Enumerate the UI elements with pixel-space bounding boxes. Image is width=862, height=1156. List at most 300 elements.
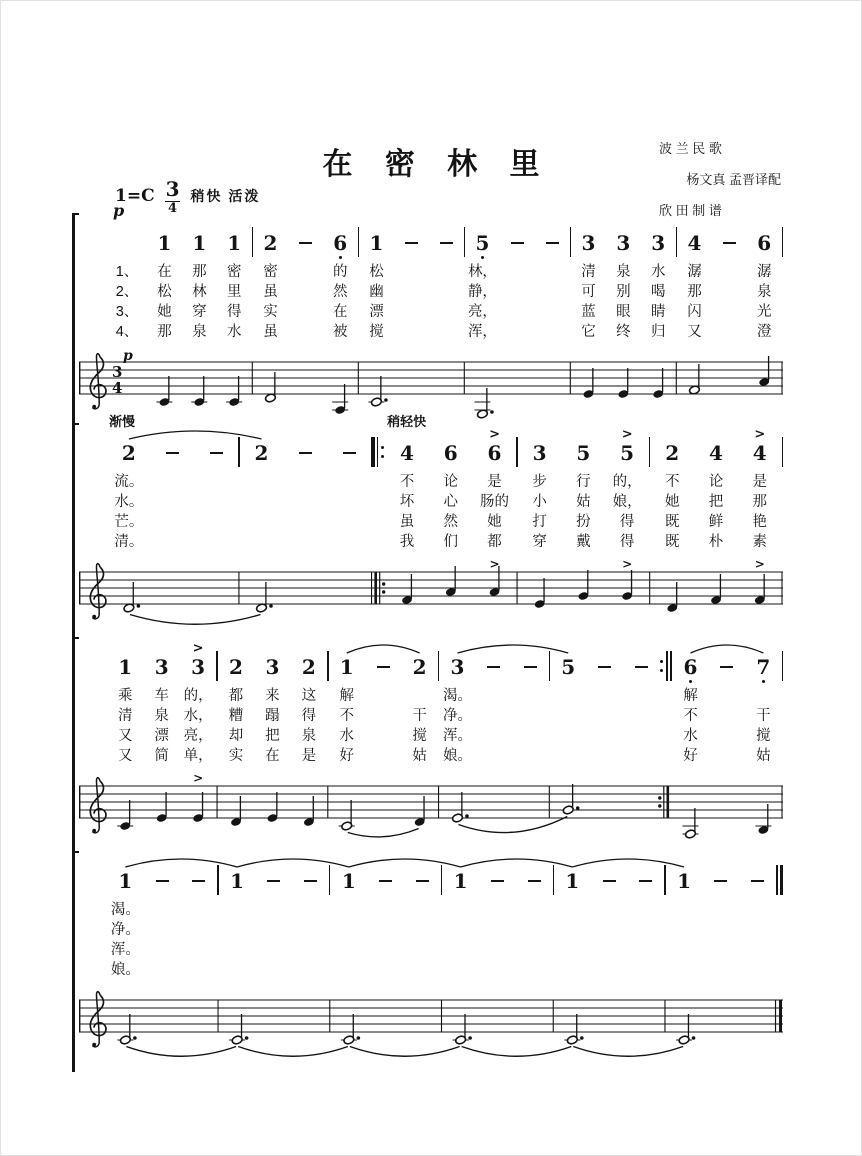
lyric-syllable: 可 [581,284,596,300]
measure [219,857,329,980]
note-column [401,643,437,766]
note-column [606,219,641,342]
measure [329,643,438,766]
jianpu-number: 2 [301,655,316,679]
music-system-4 [79,839,783,1078]
octave-dot [762,679,765,686]
accent-mark: > [621,427,633,442]
lyric-syllable: 论 [443,474,459,490]
jianpu-dash-column [288,219,323,342]
lyric-syllable: 那 [157,324,172,340]
note-column [605,429,649,552]
lyric-syllable: 泉 [616,264,631,280]
jianpu-number: 6 [683,655,698,679]
credit-translators-text: 杨文真 孟晋译配 [686,172,781,187]
measure [650,429,781,552]
lyric-syllable: 然 [443,514,459,530]
staff-wrap [79,986,783,1078]
jianpu-dash [156,869,169,893]
lyric-syllable: 林 [192,284,207,300]
jianpu-dash [440,231,453,255]
jianpu-number: 4 [709,441,723,465]
lyric-syllable: 干 [756,708,771,724]
lyric-syllable: 穿 [192,304,207,320]
note-column [694,429,738,552]
lyric-syllable: 虽 [263,324,278,340]
jianpu-dash [377,655,390,679]
jianpu-dash-column [500,219,535,342]
lyric-syllable: 潺 [687,264,702,280]
lyric-syllable: 得 [619,514,635,530]
jianpu-dash [524,655,537,679]
page-title: 在 密 林 里 [322,148,552,182]
lyric-syllable: 喝 [650,284,666,300]
lyric-syllable: 既 [665,514,680,530]
note-column [291,643,327,766]
jianpu-number: 2 [263,231,278,255]
lyric-syllable: 在 [332,304,348,320]
lyric-syllable: 是 [752,474,768,490]
jianpu-number: 6 [757,231,772,255]
jianpu-dash-column [292,857,329,980]
jianpu-number: 1 [192,231,207,255]
lyric-syllable: 松 [157,284,172,300]
system-bracket [72,215,79,434]
lyric-syllable: 不 [683,708,698,724]
lyric-syllable: 坏 [399,494,415,510]
note-column [429,429,473,552]
lyric-syllable: 归 [650,324,666,340]
lyric-syllable: 娘。 [442,748,472,764]
lyric-syllable: 净。 [110,922,140,938]
lyric-syllable: 水 [650,264,666,280]
credit-translators [659,164,781,195]
jianpu-number: 3 [616,231,631,255]
lyric-syllable: 虽 [263,284,278,300]
lyric-syllable: 行 [576,474,591,490]
jianpu-dash-column [365,643,401,766]
jianpu-dash [210,441,223,465]
lyric-syllable: 扮 [576,514,591,530]
meter-numerator: 3 [165,177,180,201]
note-column [442,857,479,980]
jianpu-dash [751,869,764,893]
note-column [219,857,256,980]
lyric-syllable: 又 [687,324,702,340]
jianpu-number: 1 [453,869,468,893]
jianpu-dash [299,441,312,465]
svg-text:>: > [754,558,765,571]
lyric-syllable: 澄 [756,324,772,340]
music-system-1 [79,201,783,440]
jianpu-number: 3 [581,231,596,255]
lyric-syllable: 清 [581,264,596,280]
jianpu-number: 3 [532,441,547,465]
note-column [147,219,182,342]
lyric-syllable: 打 [532,514,547,530]
jianpu-dash-column [367,857,404,980]
octave-dot [689,679,692,686]
jianpu-number: 2 [229,655,243,679]
note-column [738,429,782,552]
note-column [182,219,217,342]
jianpu-number: 7 [756,655,771,679]
note-column [359,219,394,342]
lyric-syllable: 幽 [369,284,384,300]
jianpu-line [79,643,783,766]
svg-text:4: 4 [112,379,123,397]
note-column [650,429,694,552]
lyric-syllable: 既 [665,534,680,550]
lyric-syllable: 净。 [442,708,472,724]
lyric-syllable: 穿 [532,534,547,550]
lyric-syllable: 把 [265,728,280,744]
jianpu-dash-column [327,429,371,552]
measure [253,219,358,342]
lyric-syllable: 们 [443,534,459,550]
note-column [550,643,586,766]
note-column [439,643,475,766]
jianpu-number: 2 [121,441,136,465]
lyric-syllable: 终 [616,324,631,340]
jianpu-dash-column [283,429,327,552]
jianpu-dash [546,231,559,255]
lyric-syllable: 那 [752,494,768,510]
note-column [672,643,708,766]
lyric-syllable: 搅 [756,728,771,744]
lyric-syllable: 在 [265,748,280,764]
jianpu-number: 3 [651,231,666,255]
lyric-syllable: 渴。 [442,688,472,704]
jianpu-dash-column [516,857,553,980]
lyric-syllable: 闪 [687,304,702,320]
lyric-syllable: 姑 [412,748,427,764]
lyric-syllable: 眼 [616,304,631,320]
jianpu-dash [166,441,179,465]
svg-text:>: > [489,558,500,571]
jianpu-number: 6 [333,231,348,255]
jianpu-dash-column [394,219,429,342]
note-column [518,429,562,552]
jianpu-dash-column [479,857,516,980]
lyric-syllable: 里 [226,284,242,300]
credit-source [659,133,781,164]
lyric-syllable: 好 [683,748,698,764]
lyric-syllable: 那 [192,264,207,280]
measure [107,857,217,980]
jianpu-dash-column [404,857,441,980]
lyric-syllable: 亮， [467,304,497,320]
measure [107,643,216,766]
lyric-syllable: 心 [443,494,459,510]
jianpu-line [79,219,783,342]
jianpu-number: 6 [487,441,502,465]
lyric-syllable: 不 [665,474,680,490]
note-column [641,219,676,342]
jianpu-dash-column [591,857,628,980]
jianpu-dash [416,869,429,893]
jianpu-dash [343,441,356,465]
lyric-syllable: 蓝 [581,304,596,320]
lyric-syllable: 浑。 [442,728,472,744]
lyric-syllable: 漂 [369,304,384,320]
jianpu-number: 2 [665,441,680,465]
lyric-syllable: 的， [183,688,213,704]
tempo-mark: 渐慢 [109,414,136,429]
svg-text:3: 3 [112,363,123,381]
lyric-syllable: 是 [301,748,317,764]
repeat-end-sign [659,651,672,681]
lyric-syllable: 睛 [650,304,666,320]
lyric-syllable: 是 [487,474,502,490]
jianpu-dash [714,869,727,893]
jianpu-dash-column [429,219,464,342]
note-column [107,857,144,980]
lyric-syllable: 步 [532,474,547,490]
key-signature: 1=C [115,186,155,206]
meter-denominator: 4 [165,201,180,215]
jianpu-number: 2 [254,441,269,465]
jianpu-dash [603,869,616,893]
accent-mark: > [489,427,500,442]
tempo-marks-row [79,411,783,429]
note-column [677,219,712,342]
lyric-syllable: 搅 [412,728,427,744]
lyric-syllable: 糟 [228,708,244,724]
lyric-syllable: 来 [265,688,280,704]
lyric-syllable: 被 [332,324,348,340]
barline [782,437,783,467]
jianpu-number: 4 [687,231,702,255]
jianpu-dash-column [709,643,745,766]
lyric-syllable: 静， [467,284,497,300]
note-column [217,219,252,342]
measure [677,219,782,342]
lyric-syllable: 娘。 [110,962,140,978]
lyric-syllable: 水， [183,708,213,724]
lyric-syllable: 鲜 [708,514,724,530]
measure [218,643,327,766]
lyric-syllable: 把 [708,494,724,510]
jianpu-line [79,429,783,552]
credit-engraver-text: 欣 田 制 谱 [659,203,722,218]
lyric-syllable: 姑 [756,748,771,764]
jianpu-number: 5 [620,441,635,465]
note-column [745,643,781,766]
lyric-syllable: 泉 [192,324,207,340]
dynamic-mark: p [113,201,125,220]
measure [240,429,371,552]
lyric-syllable: 娘， [612,494,642,510]
note-column [143,643,179,766]
jianpu-number: 3 [191,655,206,679]
accent-mark: > [754,427,766,442]
jianpu-dash [598,655,611,679]
jianpu-dash [487,655,500,679]
lyric-syllable: 松 [369,264,384,280]
jianpu-dash [192,869,205,893]
lyric-syllable: 肠的 [480,494,510,510]
jianpu-line [79,857,783,980]
jianpu-number: 1 [230,869,245,893]
jianpu-number: 1 [227,231,242,255]
jianpu-number: 1 [118,869,133,893]
note-column [473,429,517,552]
jianpu-dash [405,231,418,255]
jianpu-dash [267,869,280,893]
lyric-syllable: 水 [683,728,698,744]
lyric-syllable: 别 [616,284,631,300]
lyric-syllable: 小 [532,494,547,510]
system-bracket [72,853,79,1072]
lyric-syllable: 她 [487,514,502,530]
lyric-syllable: 干 [412,708,427,724]
lyric-syllable: 渴。 [110,902,140,918]
lyric-syllable: 那 [687,284,702,300]
lyric-syllable: 水 [339,728,354,744]
lyric-syllable: 的 [332,264,348,280]
note-column [562,429,606,552]
jianpu-number: 1 [339,655,354,679]
note-column [666,857,703,980]
lyric-syllable: 车 [154,688,169,704]
note-column [107,643,143,766]
jianpu-dash-column [512,643,548,766]
lyric-syllable: 简 [154,748,169,764]
lyric-syllable: 又 [117,748,133,764]
jianpu-dash-column [739,857,776,980]
lyric-syllable: 清 [117,708,133,724]
jianpu-dash [511,231,524,255]
lyric-syllable: 流。 [114,474,144,490]
lyric-syllable: 乘 [117,688,133,704]
lyric-syllable: 清。 [114,534,144,550]
lyric-syllable: 在 [157,264,172,280]
note-column [107,429,151,552]
lyric-syllable: 得 [619,534,635,550]
note-column [329,643,365,766]
jianpu-dash [528,869,541,893]
lyric-syllable: 搅 [369,324,384,340]
system-bracket [72,425,79,644]
lyric-syllable: 水。 [114,494,144,510]
lyric-syllable: 不 [339,708,354,724]
measure [439,643,548,766]
repeat-begin-sign [372,437,385,467]
verse-label: 3、 [115,304,139,320]
jianpu-dash [491,869,504,893]
lyric-syllable: 我 [399,534,415,550]
lyric-syllable: 然 [332,284,348,300]
measure [385,429,516,552]
measure [518,429,649,552]
lyric-syllable: 它 [581,324,596,340]
jianpu-number: 3 [265,655,280,679]
jianpu-number: 1 [118,655,133,679]
jianpu-dash-column [476,643,512,766]
verse-label: 1、 [115,264,139,280]
note-column [180,643,216,766]
lyric-syllable: 都 [487,534,502,550]
jianpu-number: 1 [677,869,692,893]
verse-label-column [107,219,147,342]
svg-text:p: p [123,348,133,364]
lyric-syllable: 林， [467,264,497,280]
jianpu-dash [379,869,392,893]
lyric-syllable: 却 [228,728,244,744]
jianpu-number: 2 [412,655,427,679]
tempo-mark: 稍轻快 [387,414,427,429]
note-column [254,643,290,766]
jianpu-dash [639,869,652,893]
accent-mark: > [192,641,204,656]
octave-dot [481,255,484,262]
note-column [554,857,591,980]
measure [554,857,664,980]
jianpu-dash-column [181,857,218,980]
lyric-syllable: 潺 [756,264,772,280]
measure [107,429,238,552]
note-column [385,429,429,552]
lyric-syllable: 实 [263,304,278,320]
tempo-marks-row [79,839,783,857]
lyric-syllable: 得 [301,708,317,724]
verse-label: 4、 [115,324,139,340]
jianpu-dash-column [151,429,195,552]
measure [442,857,552,980]
lyric-syllable: 解 [683,688,698,704]
lyric-syllable: 论 [708,474,724,490]
lyric-syllable: 水 [226,324,242,340]
note-column [330,857,367,980]
jianpu-number: 3 [450,655,465,679]
lyric-syllable: 虽 [399,514,415,530]
jianpu-number: 1 [157,231,172,255]
measure [571,219,676,342]
jianpu-dash-column [623,643,659,766]
measure [147,219,252,342]
barline [782,227,783,257]
octave-dot [339,255,342,262]
lyric-syllable: 密 [263,264,278,280]
lyric-syllable: 芒。 [114,514,144,530]
barline [782,651,783,681]
lyric-syllable: 她 [157,304,172,320]
jianpu-number: 1 [369,231,384,255]
jianpu-dash [720,655,733,679]
svg-text:>: > [622,558,633,571]
staff-notation-svg [79,986,783,1078]
jianpu-dash-column [195,429,239,552]
music-system-3 [79,625,783,864]
lyric-syllable: 不 [399,474,415,490]
note-column [747,219,782,342]
jianpu-dash-column [535,219,570,342]
lyric-syllable: 的， [612,474,642,490]
lyric-syllable: 实 [228,748,244,764]
jianpu-number: 5 [561,655,576,679]
lyric-syllable: 浑， [467,324,497,340]
lyric-syllable: 又 [117,728,133,744]
note-column [465,219,500,342]
jianpu-number: 4 [400,441,414,465]
lyric-syllable: 好 [339,748,354,764]
measure [672,643,781,766]
measure [550,643,659,766]
lyric-syllable: 都 [228,688,244,704]
system-bracket [72,639,79,858]
tempo-marks-row [79,625,783,643]
